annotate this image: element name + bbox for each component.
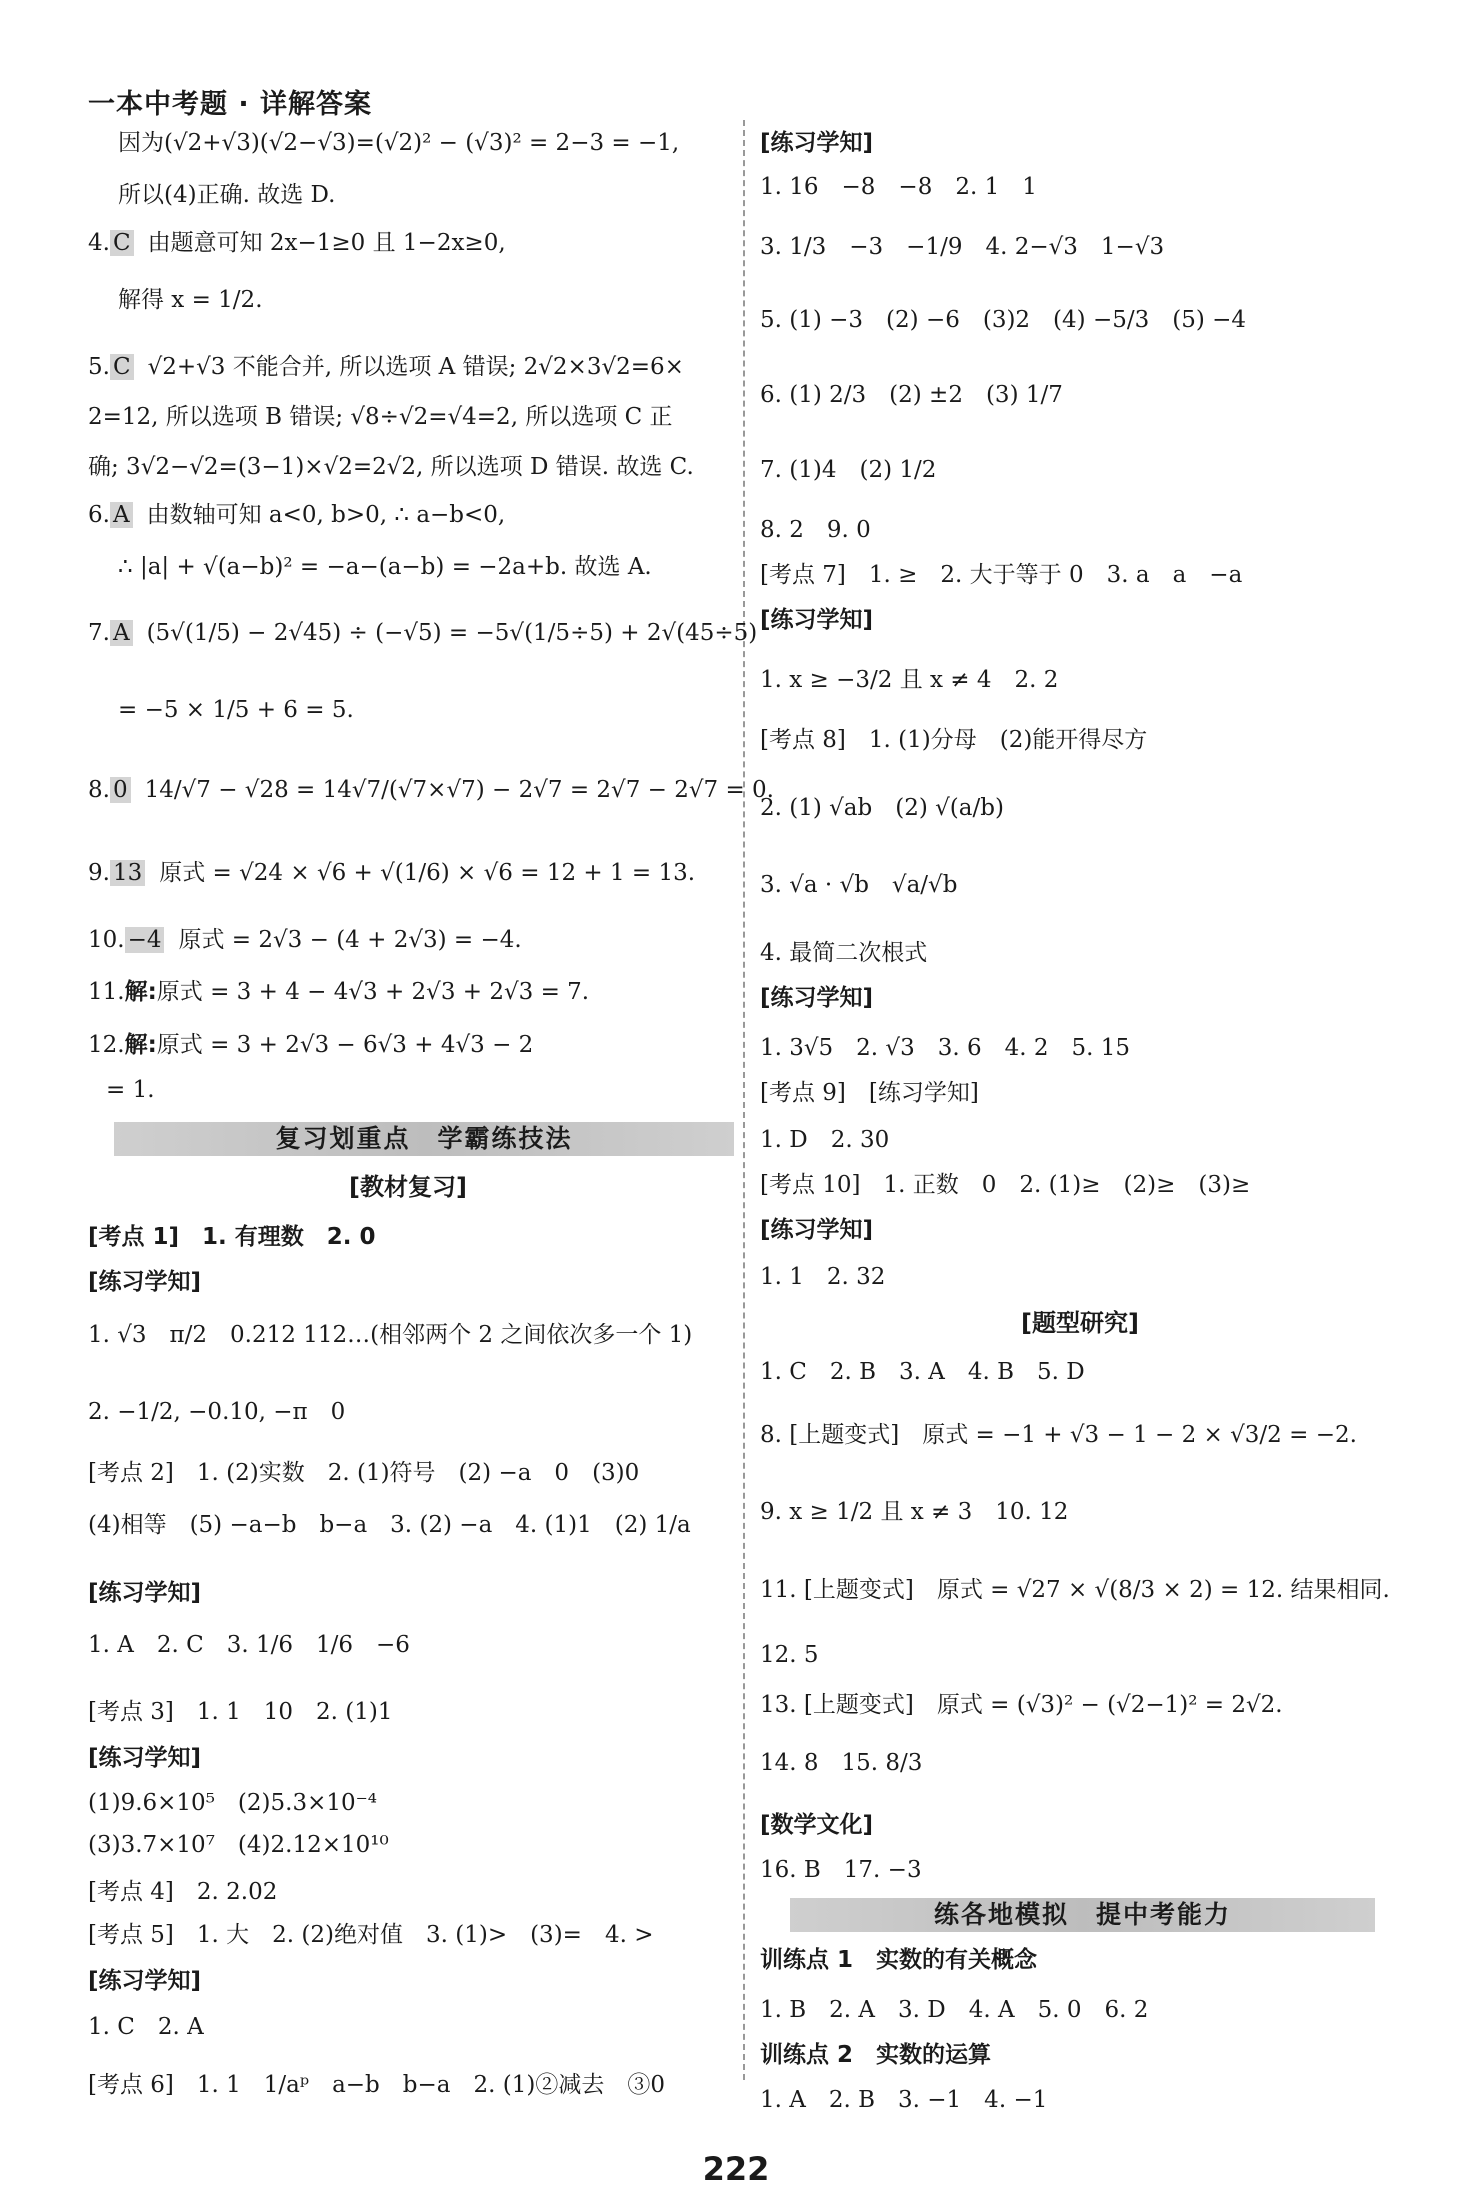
solution-text: 原式 = 3 + 4 − 4√3 + 2√3 + 2√3 = 7. [156, 979, 590, 1005]
text-line: = 1. [106, 1077, 155, 1103]
text-line: 2=12, 所以选项 B 错误; √8÷√2=√4=2, 所以选项 C 正 [88, 404, 673, 430]
text-line: 13. [上题变式] 原式 = (√3)² − (√2−1)² = 2√2. [760, 1692, 1283, 1718]
solution-text: 14/√7 − √28 = 14√7/(√7×√7) − 2√7 = 2√7 − 2√7 = 0. [144, 777, 774, 803]
kaodian-8: [考点 8] 1. (1)分母 (2)能开得尽方 [760, 727, 1148, 753]
kaodian-10: [考点 10] 1. 正数 0 2. (1)≥ (2)≥ (3)≥ [760, 1172, 1251, 1198]
text-line: 1. B 2. A 3. D 4. A 5. 0 6. 2 [760, 1997, 1149, 2023]
question-number: 8. [88, 777, 110, 803]
solution-text: 原式 = 2√3 − (4 + 2√3) = −4. [178, 927, 522, 953]
kaodian-9: [考点 9] [练习学知] [760, 1080, 979, 1106]
text-line: 16. B 17. −3 [760, 1857, 922, 1883]
left-column [88, 0, 774, 2120]
text-line: 1. 3√5 2. √3 3. 6 4. 2 5. 15 [760, 1035, 1131, 1061]
answer-badge: C [110, 230, 134, 256]
answer-badge: 0 [110, 777, 131, 803]
training-point-2: 训练点 2 实数的运算 [760, 2042, 992, 2068]
solution-text: 由数轴可知 a<0, b>0, ∴ a−b<0, [146, 502, 506, 528]
culture-heading: [数学文化] [760, 1812, 874, 1838]
kaodian-4: [考点 4] 2. 2.02 [88, 1879, 278, 1905]
text-line: 3. 1/3 −3 −1/9 4. 2−√3 1−√3 [760, 234, 1165, 260]
text-line: 1. C 2. B 3. A 4. B 5. D [760, 1359, 1085, 1385]
answer-badge: 13 [110, 860, 145, 886]
text-line: 1. A 2. B 3. −1 4. −1 [760, 2087, 1048, 2113]
question-5 [88, 352, 684, 382]
question-number: 5. [88, 354, 110, 380]
text-line: 4. 最简二次根式 [760, 940, 928, 966]
question-number: 11. [88, 979, 125, 1005]
text-line: 2. −1/2, −0.10, −π 0 [88, 1399, 346, 1425]
kaodian-6: [考点 6] 1. 1 1/aᵖ a−b b−a 2. (1)②减去 ③0 [88, 2072, 665, 2098]
text-line: 1. 1 2. 32 [760, 1264, 886, 1290]
section-banner: 练各地模拟 提中考能力 [790, 1898, 1375, 1932]
text-line: 9. x ≥ 1/2 且 x ≠ 3 10. 12 [760, 1499, 1069, 1525]
practice-heading: [练习学知] [88, 1745, 202, 1771]
kaodian-1: [考点 1] 1. 有理数 2. 0 [88, 1224, 376, 1250]
solution-text: 原式 = 3 + 2√3 − 6√3 + 4√3 − 2 [156, 1032, 534, 1058]
practice-heading: [练习学知] [88, 1580, 202, 1606]
text-line: 11. [上题变式] 原式 = √27 × √(8/3 × 2) = 12. 结果相同. [760, 1577, 1390, 1603]
question-4 [88, 228, 506, 258]
text-line: 确; 3√2−√2=(3−1)×√2=2√2, 所以选项 D 错误. 故选 C. [88, 454, 694, 480]
answer-badge: A [110, 502, 133, 528]
section-title: [教材复习] [349, 1173, 467, 1201]
solution-text: (5√(1/5) − 2√45) ÷ (−√5) = −5√(1/5÷5) + 2√(45÷5) [146, 620, 758, 646]
solution-text: √2+√3 不能合并, 所以选项 A 错误; 2√2×3√2=6× [147, 354, 684, 380]
text-line: 因为(√2+√3)(√2−√3)=(√2)² − (√3)² = 2−3 = −1, [118, 130, 680, 156]
page-number: 222 [702, 2150, 770, 2188]
question-10 [88, 925, 522, 955]
solution-label: 解: [124, 1032, 157, 1058]
text-line: (4)相等 (5) −a−b b−a 3. (2) −a 4. (1)1 (2) 1/a [88, 1512, 691, 1538]
question-7 [88, 618, 757, 648]
text-line: 3. √a · √b √a/√b [760, 872, 958, 898]
question-12 [88, 1030, 533, 1060]
text-line: 6. (1) 2/3 (2) ±2 (3) 1/7 [760, 382, 1063, 408]
column-divider [743, 120, 746, 2080]
question-number: 7. [88, 620, 110, 646]
solution-text: 由题意可知 2x−1≥0 且 1−2x≥0, [147, 230, 506, 256]
question-number: 4. [88, 230, 110, 256]
kaodian-3: [考点 3] 1. 1 10 2. (1)1 [88, 1699, 393, 1725]
answer-badge: A [110, 620, 133, 646]
answer-badge: −4 [125, 927, 165, 953]
text-line: 所以(4)正确. 故选 D. [118, 182, 336, 208]
practice-heading: [练习学知] [760, 1217, 874, 1243]
text-line: (3)3.7×10⁷ (4)2.12×10¹⁰ [88, 1832, 389, 1858]
section-title: [题型研究] [1021, 1309, 1139, 1337]
kaodian-2: [考点 2] 1. (2)实数 2. (1)符号 (2) −a 0 (3)0 [88, 1460, 640, 1486]
question-11 [88, 977, 589, 1007]
solution-text: 原式 = √24 × √6 + √(1/6) × √6 = 12 + 1 = 13. [159, 860, 696, 886]
right-column [760, 0, 1400, 2120]
text-line: 解得 x = 1/2. [118, 287, 263, 313]
text-line: 12. 5 [760, 1642, 819, 1668]
training-point-1: 训练点 1 实数的有关概念 [760, 1947, 1038, 1973]
text-line: 7. (1)4 (2) 1/2 [760, 457, 937, 483]
text-line: = −5 × 1/5 + 6 = 5. [118, 697, 354, 723]
question-6 [88, 500, 505, 530]
kaodian-5: [考点 5] 1. 大 2. (2)绝对值 3. (1)> (3)= 4. > [88, 1922, 654, 1948]
text-line: 1. A 2. C 3. 1/6 1/6 −6 [88, 1632, 410, 1658]
practice-heading: [练习学知] [88, 1968, 202, 1994]
text-line: 1. C 2. A [88, 2014, 204, 2040]
question-number: 12. [88, 1032, 125, 1058]
answer-badge: C [110, 354, 134, 380]
question-number: 9. [88, 860, 110, 886]
text-line: 2. (1) √ab (2) √(a/b) [760, 795, 1004, 821]
text-line: 8. 2 9. 0 [760, 517, 871, 543]
text-line: 1. x ≥ −3/2 且 x ≠ 4 2. 2 [760, 667, 1059, 693]
text-line: 1. D 2. 30 [760, 1127, 890, 1153]
text-line: 1. √3 π/2 0.212 112…(相邻两个 2 之间依次多一个 1) [88, 1322, 693, 1348]
practice-heading: [练习学知] [760, 985, 874, 1011]
section-banner: 复习划重点 学霸练技法 [114, 1122, 734, 1156]
question-8 [88, 775, 774, 805]
text-line: 5. (1) −3 (2) −6 (3)2 (4) −5/3 (5) −4 [760, 307, 1247, 333]
practice-heading: [练习学知] [88, 1269, 202, 1295]
text-line: (1)9.6×10⁵ (2)5.3×10⁻⁴ [88, 1790, 377, 1816]
question-number: 6. [88, 502, 110, 528]
practice-heading: [练习学知] [760, 130, 874, 156]
text-line: ∴ |a| + √(a−b)² = −a−(a−b) = −2a+b. 故选 A. [118, 554, 652, 580]
text-line: 8. [上题变式] 原式 = −1 + √3 − 1 − 2 × √3/2 = −2. [760, 1422, 1357, 1448]
practice-heading: [练习学知] [760, 607, 874, 633]
text-line: 14. 8 15. 8/3 [760, 1750, 923, 1776]
page-header-title: 一本中考题 · 详解答案 [88, 89, 373, 120]
question-9 [88, 858, 695, 888]
kaodian-7: [考点 7] 1. ≥ 2. 大于等于 0 3. a a −a [760, 562, 1243, 588]
text-line: 1. 16 −8 −8 2. 1 1 [760, 174, 1037, 200]
question-number: 10. [88, 927, 125, 953]
solution-label: 解: [124, 979, 157, 1005]
